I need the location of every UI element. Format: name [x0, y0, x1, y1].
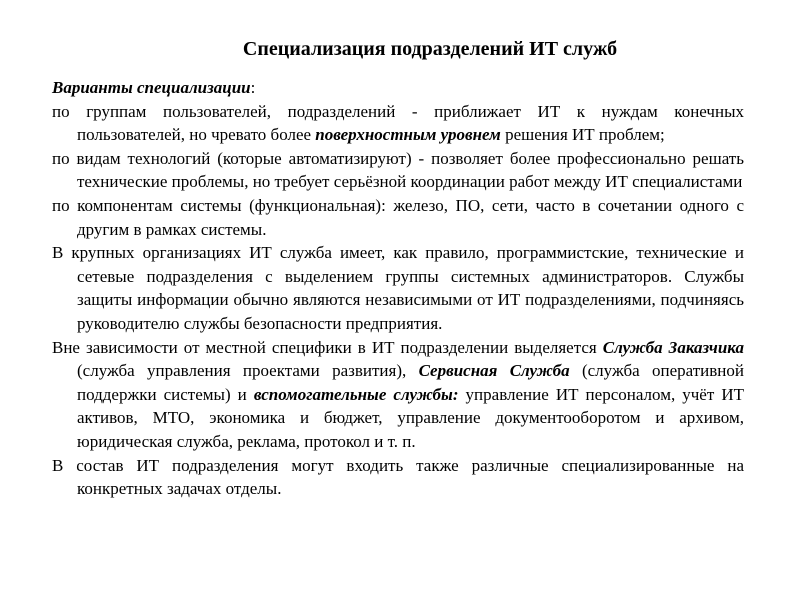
- paragraph-large-organizations: В крупных организациях ИТ служба имеет, как правило, программистские, технические и сетевые подразделения с выделением группы системных администраторов. Службы защиты информации обычно являются независимыми от ИТ подразделениями, подчиняясь руководителю службы безопасности предприятия.: [52, 243, 744, 333]
- emphasis-run: Служба Заказчика: [602, 337, 744, 357]
- paragraph-by-user-groups: [52, 100, 744, 147]
- text-run: решения ИТ проблем;: [500, 125, 665, 145]
- intro-label: Варианты специализации: [52, 78, 251, 97]
- slide-body: [52, 76, 744, 501]
- intro-colon: :: [250, 78, 256, 97]
- paragraph-by-components: по компонентам системы (функциональная): железо, ПО, сети, часто в сочетании одного с другим в рамках системы.: [52, 195, 744, 239]
- text-run: управление ИТ персоналом, учёт ИТ активов, МТО, экономика и бюджет, управление документооборотом и архивом, юридическая служба, реклама, протокол и т. п.: [77, 384, 744, 451]
- text-run: Вне зависимости от местной специфики в ИТ подразделении выделяется: [52, 337, 603, 357]
- text-run: по группам пользователей, подразделений - приближает ИТ к нуждам конечных пользователей, но чревато более: [52, 101, 744, 145]
- emphasis-run: поверхностным уровнем: [315, 125, 501, 145]
- text-run: (служба оперативной поддержки системы) и: [77, 361, 744, 404]
- paragraph-service-structure: [52, 336, 744, 454]
- paragraph-specialized-departments: В состав ИТ подразделения могут входить также различные специализированные на конкретных задачах отделы.: [52, 455, 744, 499]
- intro-line: [52, 76, 744, 100]
- slide-title: Специализация подразделений ИТ служб: [242, 38, 618, 60]
- emphasis-run: вспомогательные службы:: [253, 384, 459, 404]
- emphasis-run: Сервисная Служба: [418, 361, 570, 381]
- paragraph-by-technologies: по видам технологий (которые автоматизируют) - позволяет более профессионально решать технические проблемы, но требует серьёзной координации работ между ИТ специалистами: [52, 148, 744, 192]
- text-run: (служба управления проектами развития),: [77, 361, 419, 381]
